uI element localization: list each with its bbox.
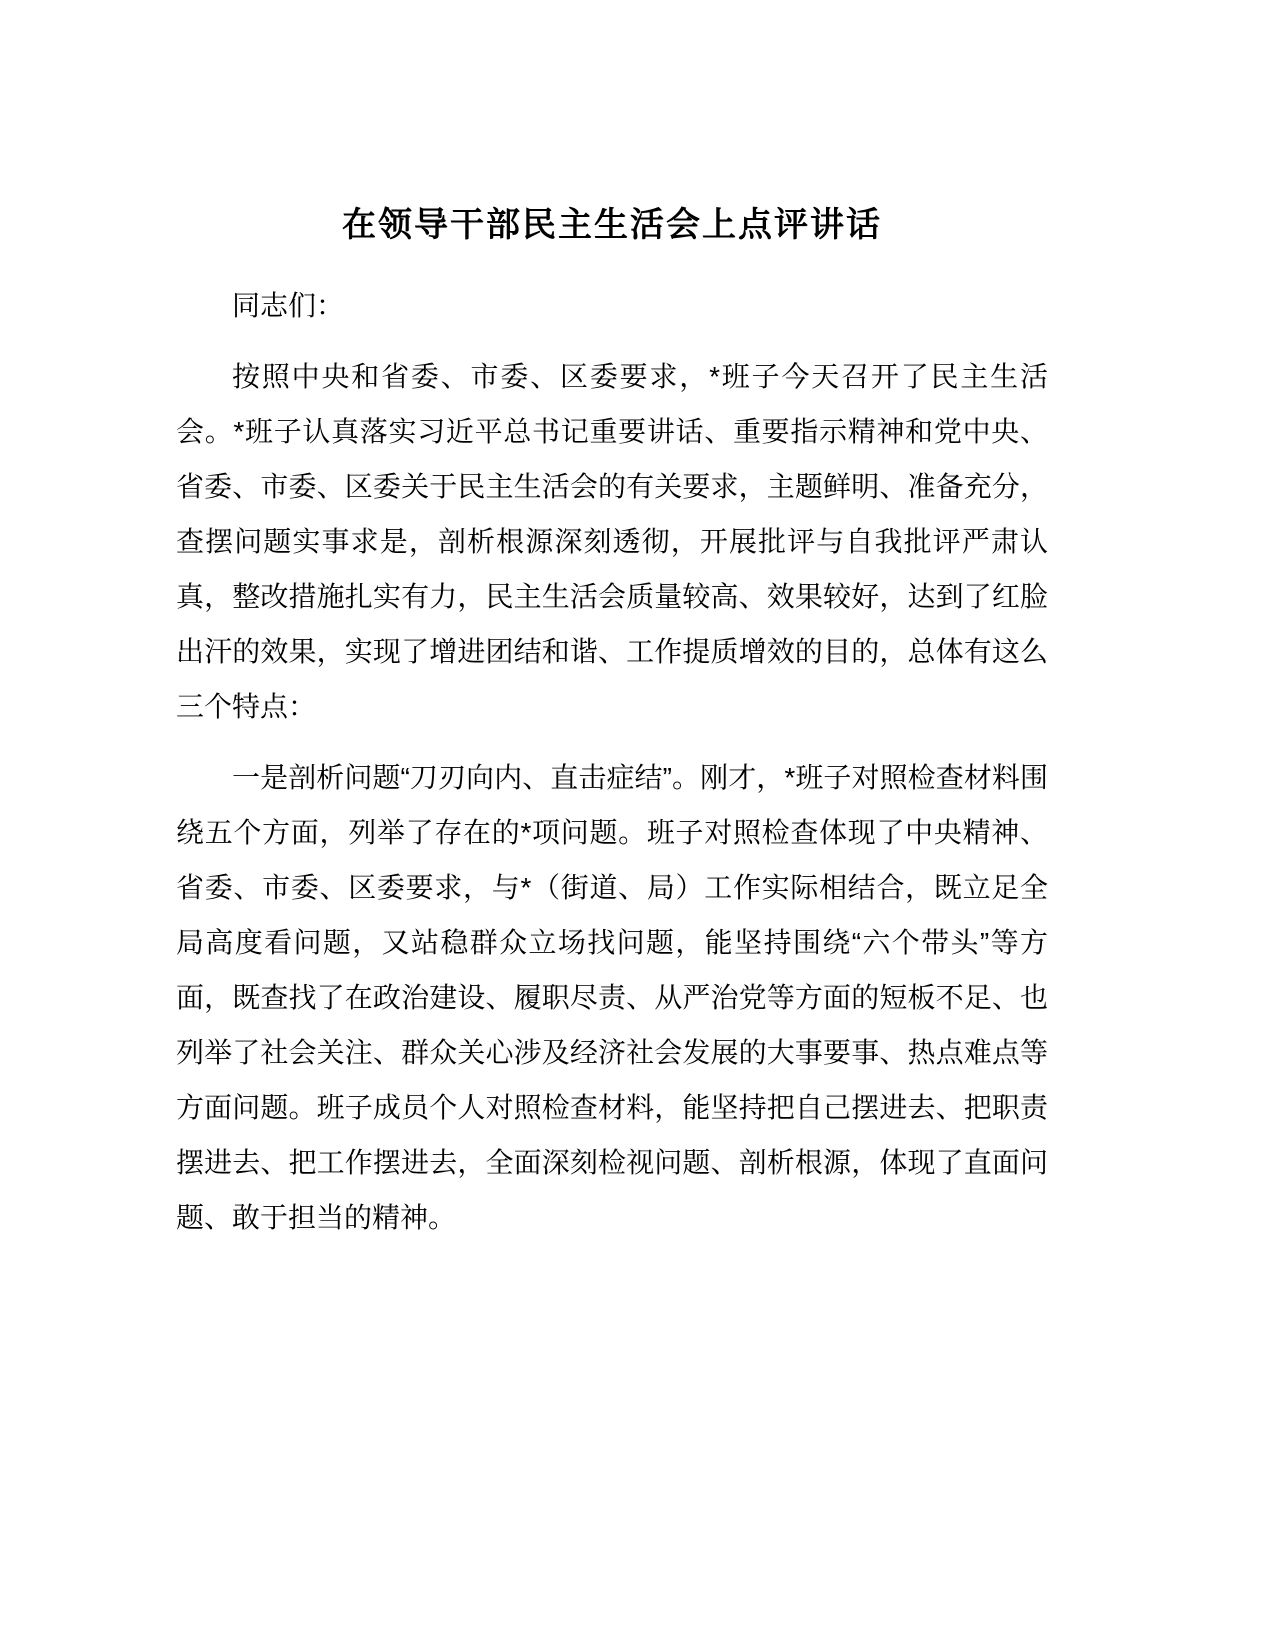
document-body — [176, 278, 1048, 1245]
paragraph-point-one: 一是剖析问题“刀刃向内、直击症结”。刚才，*班子对照检查材料围绕五个方面，列举了存在的*项问题。班子对照检查体现了中央精神、省委、市委、区委要求，与*（街道、局）工作实际相结合，既立足全局高度看问题，又站稳群众立场找问题，能坚持围绕“六个带头”等方面，既查找了在政治建设、履职尽责、从严治党等方面的短板不足、也列举了社会关注、群众关心涉及经济社会发展的大事要事、热点难点等方面问题。班子成员个人对照检查材料，能坚持把自己摆进去、把职责摆进去、把工作摆进去，全面深刻检视问题、剖析根源，体现了直面问题、敢于担当的精神。 — [176, 762, 1048, 1233]
paragraph-salutation: 同志们： — [232, 290, 345, 321]
paragraph-intro: 按照中央和省委、市委、区委要求，*班子今天召开了民主生活会。*班子认真落实习近平总书记重要讲话、重要指示精神和党中央、省委、市委、区委关于民主生活会的有关要求，主题鲜明、准备充分，查摆问题实事求是，剖析根源深刻透彻，开展批评与自我批评严肃认真，整改措施扎实有力，民主生活会质量较高、效果较好，达到了红脸出汗的效果，实现了增进团结和谐、工作提质增效的目的，总体有这么三个特点： — [176, 361, 1048, 722]
document-content — [176, 200, 1048, 1261]
document-title: 在领导干部民主生活会上点评讲话 — [342, 206, 882, 244]
